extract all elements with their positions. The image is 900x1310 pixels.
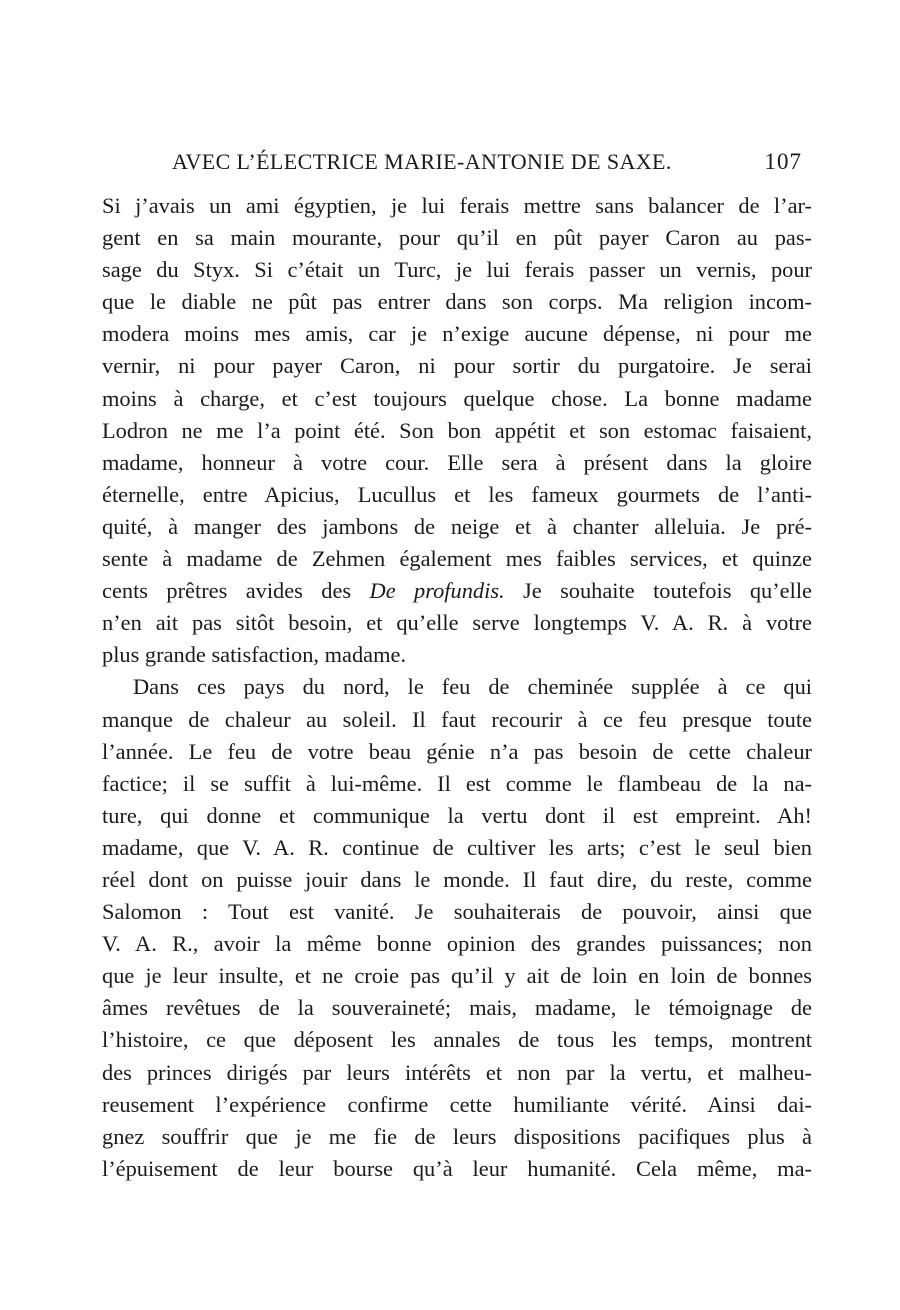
text-line: sente à madame de Zehmen également mes faibles services, et quinze <box>102 546 812 572</box>
body-text <box>102 190 812 1185</box>
text-line: l’histoire, ce que déposent les annales de tous les temps, montrent <box>102 1027 812 1053</box>
text-line: que le diable ne pût pas entrer dans son corps. Ma religion incom- <box>102 289 812 315</box>
text-line: gent en sa main mourante, pour qu’il en pût payer Caron au pas- <box>102 225 812 251</box>
text-line: Salomon : Tout est vanité. Je souhaiterais de pouvoir, ainsi que <box>102 899 812 925</box>
text-line: éternelle, entre Apicius, Lucullus et les fameux gourmets de l’anti- <box>102 481 812 507</box>
text-line: l’épuisement de leur bourse qu’à leur humanité. Cela même, ma- <box>102 1155 812 1181</box>
text-line: Lodron ne me l’a point été. Son bon appétit et son estomac faisaient, <box>102 417 812 443</box>
text-line: plus grande satisfaction, madame. <box>102 642 407 668</box>
italic-title: De profundis. <box>369 578 505 604</box>
page-number: 107 <box>764 149 802 174</box>
text-line: des princes dirigés par leurs intérêts et non par la vertu, et malheu- <box>102 1059 812 1085</box>
text-line: sage du Styx. Si c’était un Turc, je lui ferais passer un vernis, pour <box>102 257 812 283</box>
text-line: madame, honneur à votre cour. Elle sera à présent dans la gloire <box>102 449 812 475</box>
text-segment: Je souhaite toutefois qu’elle <box>504 578 812 604</box>
text-line: Dans ces pays du nord, le feu de cheminée supplée à ce qui <box>133 674 812 700</box>
text-line: gnez souffrir que je me fie de leurs dispositions pacifiques plus à <box>102 1123 812 1149</box>
text-line: madame, que V. A. R. continue de cultiver les arts; c’est le seul bien <box>102 834 812 860</box>
text-line: âmes revêtues de la souveraineté; mais, madame, le témoignage de <box>102 995 812 1021</box>
text-line: moins à charge, et c’est toujours quelque chose. La bonne madame <box>102 385 812 411</box>
text-line: modera moins mes amis, car je n’exige aucune dépense, ni pour me <box>102 321 812 347</box>
text-line: vernir, ni pour payer Caron, ni pour sortir du purgatoire. Je serai <box>102 353 812 379</box>
text-line: manque de chaleur au soleil. Il faut recourir à ce feu presque toute <box>102 706 812 732</box>
text-line: ture, qui donne et communique la vertu dont il est empreint. Ah! <box>102 802 812 828</box>
text-line: que je leur insulte, et ne croie pas qu’il y ait de loin en loin de bonnes <box>102 963 812 989</box>
paragraph-1 <box>102 190 812 671</box>
text-line: V. A. R., avoir la même bonne opinion des grandes puissances; non <box>102 931 812 957</box>
text-line: n’en ait pas sitôt besoin, et qu’elle serve longtemps V. A. R. à votre <box>102 610 812 636</box>
text-line: réel dont on puisse jouir dans le monde. Il faut dire, du reste, comme <box>102 866 812 892</box>
paragraph-2 <box>102 671 812 1185</box>
text-line: factice; il se suffit à lui-même. Il est comme le flambeau de la na- <box>102 770 812 796</box>
text-line: reusement l’expérience confirme cette humiliante vérité. Ainsi dai- <box>102 1091 812 1117</box>
text-line: quité, à manger des jambons de neige et à chanter alleluia. Je pré- <box>102 513 812 539</box>
text-line: Si j’avais un ami égyptien, je lui ferais mettre sans balancer de l’ar- <box>102 193 812 218</box>
running-head <box>172 148 802 176</box>
text-line-with-italic <box>102 575 812 607</box>
text-line: l’année. Le feu de votre beau génie n’a pas besoin de cette chaleur <box>102 738 812 764</box>
text-segment: cents prêtres avides des <box>102 578 370 604</box>
running-title: AVEC L’ÉLECTRICE MARIE-ANTONIE DE SAXE. <box>172 149 672 174</box>
